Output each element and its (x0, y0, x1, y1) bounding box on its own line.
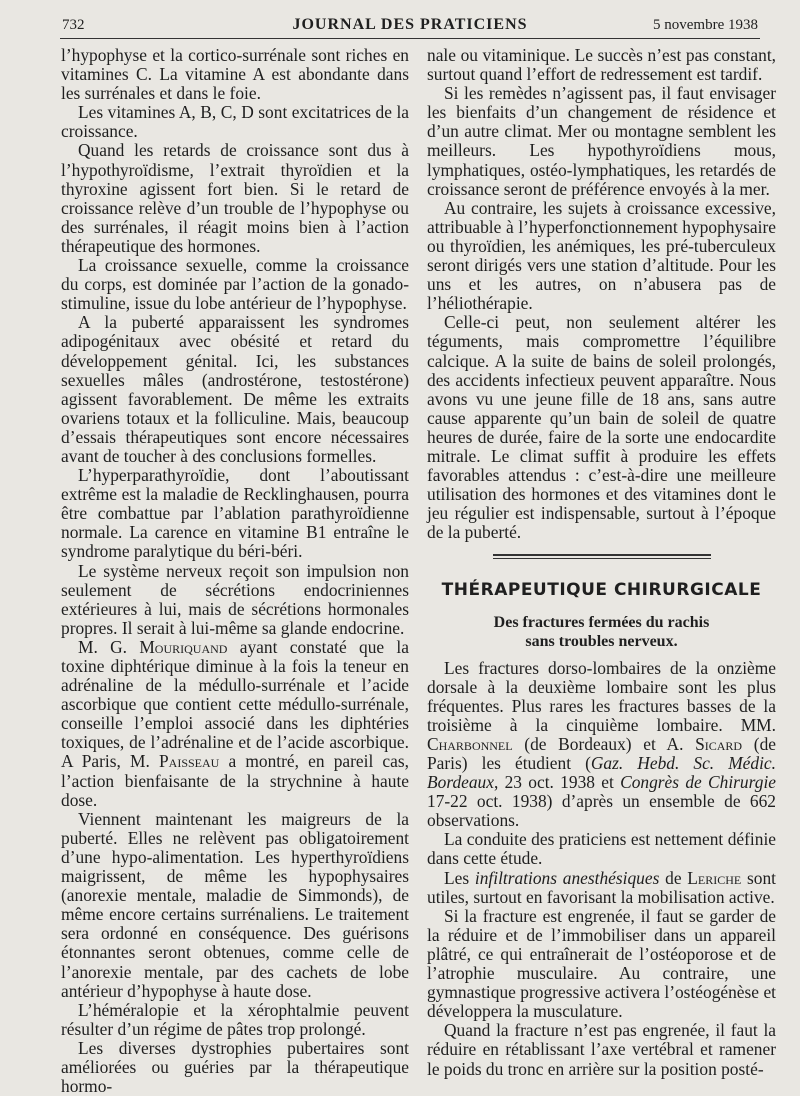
subtitle-line: sans troubles nerveux. (525, 632, 678, 650)
paragraph: L’héméralopie et la xérophtalmie peuvent résulter d’un régime de pâtes trop prolongé. (61, 999, 409, 1039)
author-name: Mouriquand (139, 636, 228, 657)
citation: Congrès de Chirurgie (620, 772, 776, 793)
emphasis: infiltrations anesthésiques (474, 867, 660, 888)
paragraph: La conduite des praticiens est nettement définie dans cette étude. (427, 829, 776, 869)
section-divider (493, 554, 711, 559)
journal-title: JOURNAL DES PRATICIENS (292, 16, 528, 33)
paragraph: Viennent maintenant les maigreurs de la puberté. Elles ne relèvent pas obligatoirement d’une hypo-alimentation. Les hyperthyroïdiens maigrissent, de même les hypophysaires (anorexie mentale, maladie de Simmonds), de même encore certains surrénaliens. Le traitement sera ordonné en conséquence. Des guérisons étonnantes seront obtenues, comme celle de l’anorexie mentale, par des cachets de lobe antérieur d’hypophyse à haute dose. (61, 808, 409, 1001)
text-run: M. G. (78, 636, 140, 657)
paragraph: Au contraire, les sujets à croissance excessive, attribuable à l’hyperfonctionnement hypophysaire ou thyroïdien, les anémiques, les pré-tuberculeux seront dirigés vers une station d’altitude. Pour les uns et les autres, on n’abusera pas de l’héliothérapie. (427, 197, 776, 314)
author-name: Charbonnel (427, 733, 513, 754)
paragraph: Les diverses dystrophies pubertaires sont améliorées ou guéries par la thérapeutique hormo- (61, 1037, 409, 1096)
section-title: THÉRAPEUTIQUE CHIRURGICALE (441, 580, 762, 601)
text-run: Les (444, 867, 475, 888)
paragraph: A la puberté apparaissent les syndromes adipogénitaux avec obésité et retard du développement génital. Ici, les substances sexuelles mâles (androstérone, testostérone) agissent favorablement. De même les extraits ovariens totaux et la folliculine. Mais, beaucoup d’essais thérapeutiques sont encore nécessaires avant de toucher à des conclusions formelles. (61, 312, 409, 466)
text-run: (de Paris) les étudient ( (427, 733, 776, 773)
paragraph: Si la fracture est engrenée, il faut se garder de la réduire et de l’immobiliser dans un appareil plâtré, ce qui entraînerait de l’ostéoporose et de l’atrophie musculaire. Au contraire, une gymnastique progressive activera l’ostéogénèse et développera la musculature. (427, 905, 776, 1022)
paragraph: La croissance sexuelle, comme la croissance du corps, est dominée par l’action de la gonado-stimuline, issue du lobe antérieur de l’hypophyse. (61, 255, 409, 314)
author-name: Leriche (687, 867, 742, 888)
paragraph: Si les remèdes n’agissent pas, il faut envisager les bienfaits d’un changement de résidence et d’un autre climat. Mer ou montagne semblent les meilleurs. Les hypothyroïdiens mous, lymphatiques, ostéo-lymphatiques, les retardés de croissance seront de préférence envoyés à la mer. (427, 83, 776, 199)
paragraph: Quand les retards de croissance sont dus à l’hypothyroïdisme, l’extrait thyroïdien et la thyroxine agissent fort bien. Si le retard de croissance relève d’un trouble de l’hypophyse ou des surrénales, il réagit moins bien à l’action thérapeutique des hormones. (61, 140, 409, 256)
paragraph (427, 869, 776, 907)
text-run: de (659, 867, 688, 888)
paragraph: Celle-ci peut, non seulement altérer les téguments, mais compromettre l’équilibre calcique. A la suite de bains de soleil prolongés, des accidents infectieux peuvent apparaître. Nous avons vu une jeune fille de 18 ans, sans autre cause apparente qu’un bain de soleil de quatre heures de durée, faire de la sorte une endocardite mitrale. Le climat suffit à produire les effets favorables attendus : c’est-à-dire une meilleure utilisation des hormones et des vitamines dont le jeu régulier est indispensable, surtout à l’époque de la puberté. (427, 312, 776, 543)
text-run: ayant constaté que la toxine diphtérique diminue à la fois la teneur en adrénaline de la médullo-surrénale et l’acide ascorbique que contient cette médullo-surrénale, conseille l’emploi associé dans les diphtéries toxiques, de l’adrénaline et de l’acide ascorbique. A Paris, M. (61, 636, 409, 772)
text-run: sont utiles, surtout en favorisant la mobilisation active. (427, 867, 776, 907)
author-name: Sicard (695, 733, 743, 754)
left-column (61, 46, 409, 1096)
paragraph (61, 638, 409, 810)
paragraph: Quand la fracture n’est pas engrenée, il faut la réduire en rétablissant l’axe vertébral et ramener le poids du tronc en arrière sur la position posté- (427, 1020, 776, 1079)
citation: Gaz. Hebd. Sc. Médic. Bordeaux (427, 753, 776, 793)
paragraph: Les vitamines A, B, C, D sont excitatrices de la croissance. (61, 102, 409, 142)
issue-date: 5 novembre 1938 (653, 17, 758, 33)
author-name: Paisseau (159, 751, 220, 772)
page-header (60, 16, 760, 39)
text-run: (de Bordeaux) et A. (512, 733, 696, 754)
paragraph (427, 659, 776, 831)
text-run: , 23 oct. 1938 et (493, 772, 621, 793)
paragraph: nale ou vitaminique. Le succès n’est pas constant, surtout quand l’effort de redressement est tardif. (427, 45, 776, 85)
paragraph: l’hypophyse et la cortico-surrénale sont riches en vitamines C. La vitamine A est abondante dans les surrénales et dans le foie. (61, 45, 409, 104)
page-number: 732 (62, 17, 85, 33)
subtitle-line: Des fractures fermées du rachis (493, 613, 710, 631)
article-subtitle (427, 613, 776, 651)
paragraph: Le système nerveux reçoit son impulsion non seulement de sécrétions endocriniennes extérieures à lui, mais de sécrétions hormonales propres. Il serait à lui-même sa glande endocrine. (61, 560, 409, 638)
text-run: Les fractures dorso-lombaires de la onzième dorsale à la deuxième lombaire sont les plus fréquentes. Plus rares les fractures basses de la troisième à la cinquième lombaire. MM. (427, 657, 776, 735)
paragraph: L’hyperparathyroïdie, dont l’aboutissant extrême est la maladie de Recklinghausen, pourra être combattue par l’ablation parathyroïdienne normale. La carence en vitamine B1 entraîne le syndrome paralytique du béri-béri. (61, 465, 409, 562)
text-run: a montré, en pareil cas, l’action bienfaisante de la strychnine à haute dose. (61, 751, 409, 810)
text-run: 17-22 oct. 1938) d’après un ensemble de 662 observations. (427, 791, 776, 831)
right-column (427, 46, 776, 1079)
